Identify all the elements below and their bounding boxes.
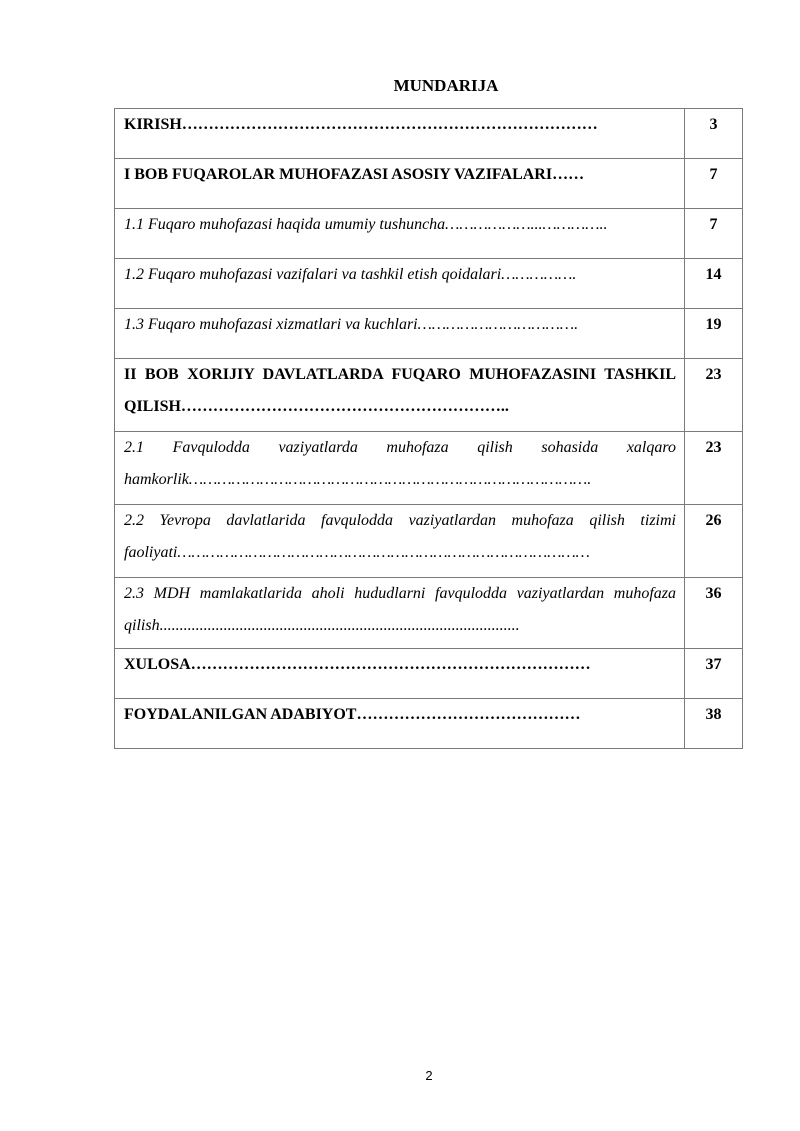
toc-entry-text: I BOB FUQAROLAR MUHOFAZASI ASOSIY VAZIFALARI…… <box>124 166 585 183</box>
table-row <box>115 505 743 578</box>
toc-page-number: 7 <box>685 159 743 209</box>
toc-entry-text: KIRISH…………………………………………………………………… <box>124 116 598 133</box>
table-row <box>115 159 743 209</box>
toc-entry-section-2-3[interactable] <box>115 578 685 649</box>
table-row <box>115 649 743 699</box>
toc-entry-section-2-2[interactable] <box>115 505 685 578</box>
toc-page-number: 3 <box>685 109 743 159</box>
toc-page-number: 7 <box>685 209 743 259</box>
table-row <box>115 699 743 749</box>
toc-entry-text: II BOB XORIJIY DAVLATLARDA FUQARO MUHOFAZASINI TASHKIL QILISH…………………………………………………….. <box>124 366 676 415</box>
table-row <box>115 432 743 505</box>
toc-page-number: 38 <box>685 699 743 749</box>
table-row <box>115 209 743 259</box>
toc-page-number: 23 <box>685 359 743 432</box>
toc-entry-text: 1.2 Fuqaro muhofazasi vazifalari va tashkil etish qoidalari……………. <box>124 266 577 283</box>
table-row <box>115 359 743 432</box>
toc-entry-text: 1.1 Fuqaro muhofazasi haqida umumiy tushuncha………………...………….. <box>124 216 608 233</box>
toc-entry-references[interactable] <box>115 699 685 749</box>
toc-entry-text: 2.1 Favqulodda vaziyatlarda muhofaza qilish sohasida xalqaro hamkorlik…………………………………………………………………………. <box>124 439 676 488</box>
toc-entry-text: 2.2 Yevropa davlatlarida favqulodda vaziyatlardan muhofaza qilish tizimi faoliyati…………………………………………………………………………… <box>124 512 676 561</box>
contents-heading: MUNDARIJA <box>393 76 499 95</box>
toc-entry-text: 1.3 Fuqaro muhofazasi xizmatlari va kuchlari……………………………. <box>124 316 579 333</box>
table-row <box>115 109 743 159</box>
page-number: 2 <box>425 1068 433 1083</box>
toc-page-number: 26 <box>685 505 743 578</box>
toc-page-number: 23 <box>685 432 743 505</box>
table-row <box>115 578 743 649</box>
toc-entry-section-1-1[interactable] <box>115 209 685 259</box>
toc-page-number: 19 <box>685 309 743 359</box>
toc-page-number: 14 <box>685 259 743 309</box>
table-of-contents <box>114 108 743 749</box>
toc-entry-text: 2.3 MDH mamlakatlarida aholi hududlarni favqulodda vaziyatlardan muhofaza qilish.......................................................................................... <box>124 585 676 634</box>
toc-entry-section-1-3[interactable] <box>115 309 685 359</box>
toc-entry-chapter-2[interactable] <box>115 359 685 432</box>
toc-entry-section-1-2[interactable] <box>115 259 685 309</box>
toc-entry-text: XULOSA………………………………………………………………… <box>124 656 591 673</box>
toc-entry-chapter-1[interactable] <box>115 159 685 209</box>
toc-entry-kirish[interactable] <box>115 109 685 159</box>
toc-page-number: 37 <box>685 649 743 699</box>
toc-entry-section-2-1[interactable] <box>115 432 685 505</box>
toc-entry-text: FOYDALANILGAN ADABIYOT…………………………………… <box>124 706 581 723</box>
table-row <box>115 259 743 309</box>
toc-page-number: 36 <box>685 578 743 649</box>
table-row <box>115 309 743 359</box>
toc-entry-xulosa[interactable] <box>115 649 685 699</box>
